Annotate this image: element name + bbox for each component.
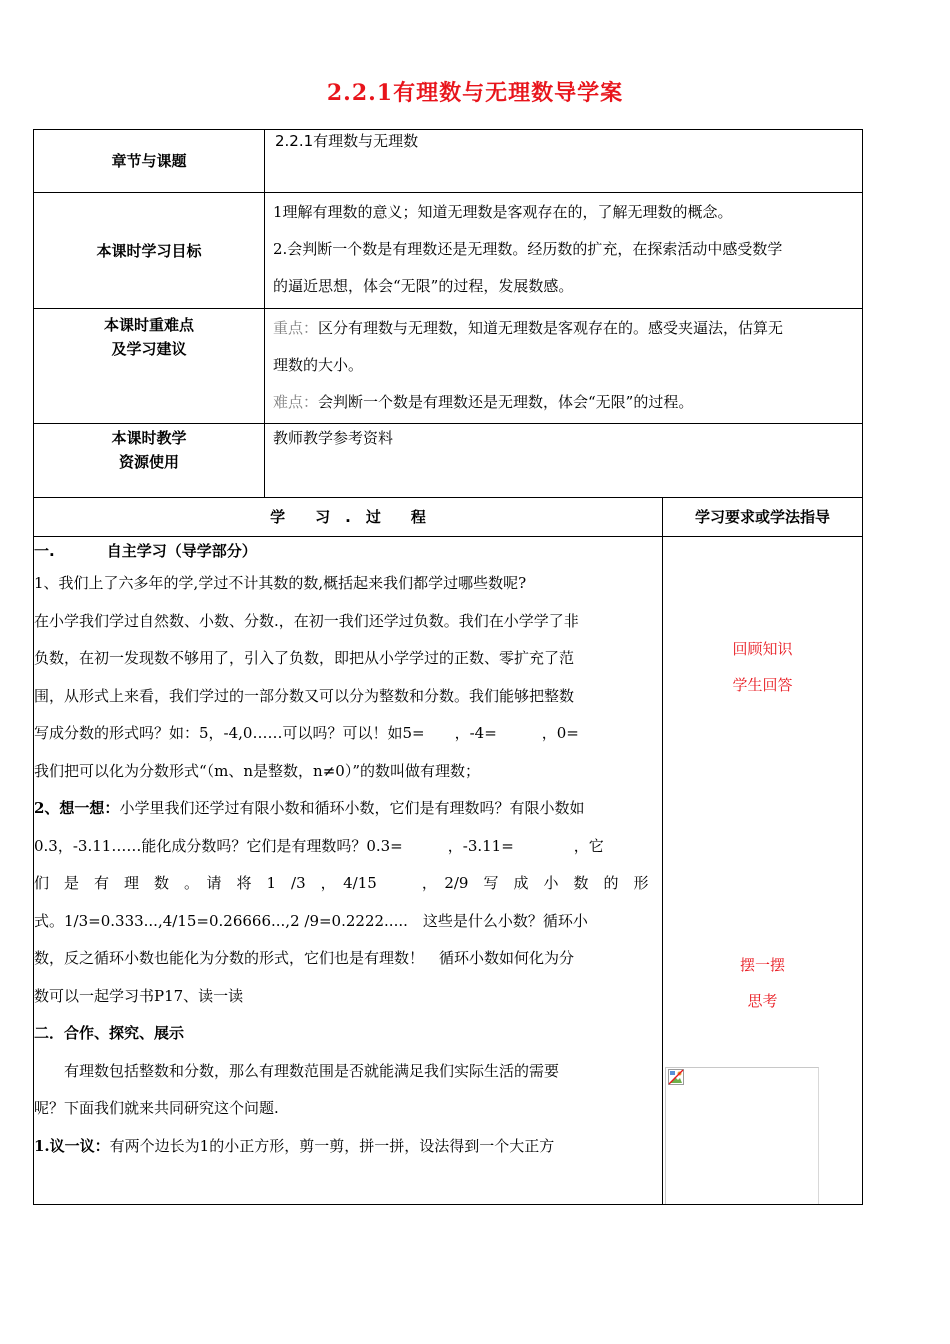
image-placeholder	[665, 1067, 819, 1204]
resources-label-1: 本课时教学	[111, 429, 187, 447]
section1-num: 一.	[34, 542, 55, 560]
think-line-1: 小学里我们还学过有限小数和循环小数，它们是有理数吗？有限小数如	[119, 799, 585, 817]
difficulty-tag: 难点：	[273, 393, 319, 411]
guide-note-1a: 回顾知识	[732, 640, 793, 658]
section1-title: 自主学习（导学部分）	[106, 542, 257, 560]
process-line-6: 我们把可以化为分数形式“（m、n是整数，n≠0）”的数叫做有理数；	[34, 761, 480, 780]
think-tag: 2、想一想：	[34, 799, 120, 817]
page-title: 2.2.1有理数与无理数导学案	[326, 80, 624, 106]
process-content	[34, 537, 663, 1205]
process-header-row	[34, 498, 863, 537]
goal-line-2: 2.会判断一个数是有理数还是无理数。经历数的扩充，在探索活动中感受数学	[273, 240, 783, 258]
process-line-2: 在小学我们学过自然数、小数、分数.，在初一我们还学过负数。我们在小学学了非	[34, 611, 579, 630]
think-line-3: 们 是 有 理 数 。 请 将 1 /3 ， 4/15 ， 2/9 写 成 小 数 的 形	[34, 874, 649, 892]
process-line-4: 围，从形式上来看，我们学过的一部分数又可以分为整数和分数。我们能够把整数	[34, 686, 575, 705]
section2-title: 二．合作、探究、展示	[34, 1024, 185, 1042]
think-line-6: 数可以一起学习书P17、读一读	[34, 986, 244, 1005]
think-line-5: 数，反之循环小数也能化为分数的形式，它们也是有理数！ 循环小数如何化为分	[34, 949, 575, 967]
section2-line-2: 呢？下面我们就来共同研究这个问题.	[34, 1099, 279, 1117]
difficulty-line: 会判断一个数是有理数还是无理数，体会“无限”的过程。	[318, 393, 694, 411]
resources-value: 教师教学参考资料	[273, 429, 394, 447]
guide-note-1b: 学生回答	[732, 676, 793, 694]
process-line-1: 1、我们上了六多年的学,学过不计其数的数,概括起来我们都学过哪些数呢?	[34, 574, 527, 592]
process-line-3: 负数，在初一发现数不够用了，引入了负数，即把从小学学过的正数、零扩充了范	[34, 649, 575, 667]
lesson-plan-table	[33, 129, 863, 1205]
chapter-value: 2.2.1有理数与无理数	[275, 132, 419, 150]
resources-label-2: 资源使用	[118, 453, 179, 471]
goal-line-1: 1理解有理数的意义；知道无理数是客观存在的，了解无理数的概念。	[273, 203, 733, 221]
process-header-right: 学习要求或学法指导	[663, 498, 863, 537]
focus-tag: 重点：	[273, 319, 319, 337]
row-chapter	[34, 130, 863, 193]
row-resources	[34, 424, 863, 498]
row-keypoints	[34, 309, 863, 424]
process-header-left: 学 习 . 过 程	[34, 498, 663, 537]
discuss-line: 有两个边长为1的小正方形，剪一剪，拼一拼，设法得到一个大正方	[109, 1136, 555, 1155]
keypoints-label-2: 及学习建议	[111, 340, 187, 358]
focus-line-1: 区分有理数与无理数，知道无理数是客观存在的。感受夹逼法，估算无	[318, 319, 784, 337]
keypoints-label-1: 本课时重难点	[103, 316, 194, 334]
chapter-label: 章节与课题	[34, 130, 265, 193]
discuss-tag: 1.议一议：	[34, 1136, 110, 1155]
think-line-4: 式。1/3=0.333...,4/15=0.26666...,2 /9=0.2222..... 这些是什么小数？循环小	[34, 911, 588, 930]
section2-line-1: 有理数包括整数和分数，那么有理数范围是否就能满足我们实际生活的需要	[34, 1061, 560, 1080]
broken-image-icon	[668, 1069, 684, 1085]
focus-line-2: 理数的大小。	[273, 356, 364, 374]
goal-line-3: 的逼近思想，体会“无限”的过程，发展数感。	[273, 277, 574, 295]
process-line-5: 写成分数的形式吗？如：5，-4,0……可以吗？可以！如5= ，-4= ，0=	[34, 724, 579, 742]
think-line-2: 0.3，-3.11……能化成分数吗？它们是有理数吗？0.3= ，-3.11= ，它	[34, 836, 604, 855]
guide-note-2a: 摆一摆	[740, 956, 786, 974]
row-goals	[34, 193, 863, 309]
goals-label: 本课时学习目标	[34, 193, 265, 309]
guide-note-2b: 思考	[747, 992, 778, 1010]
